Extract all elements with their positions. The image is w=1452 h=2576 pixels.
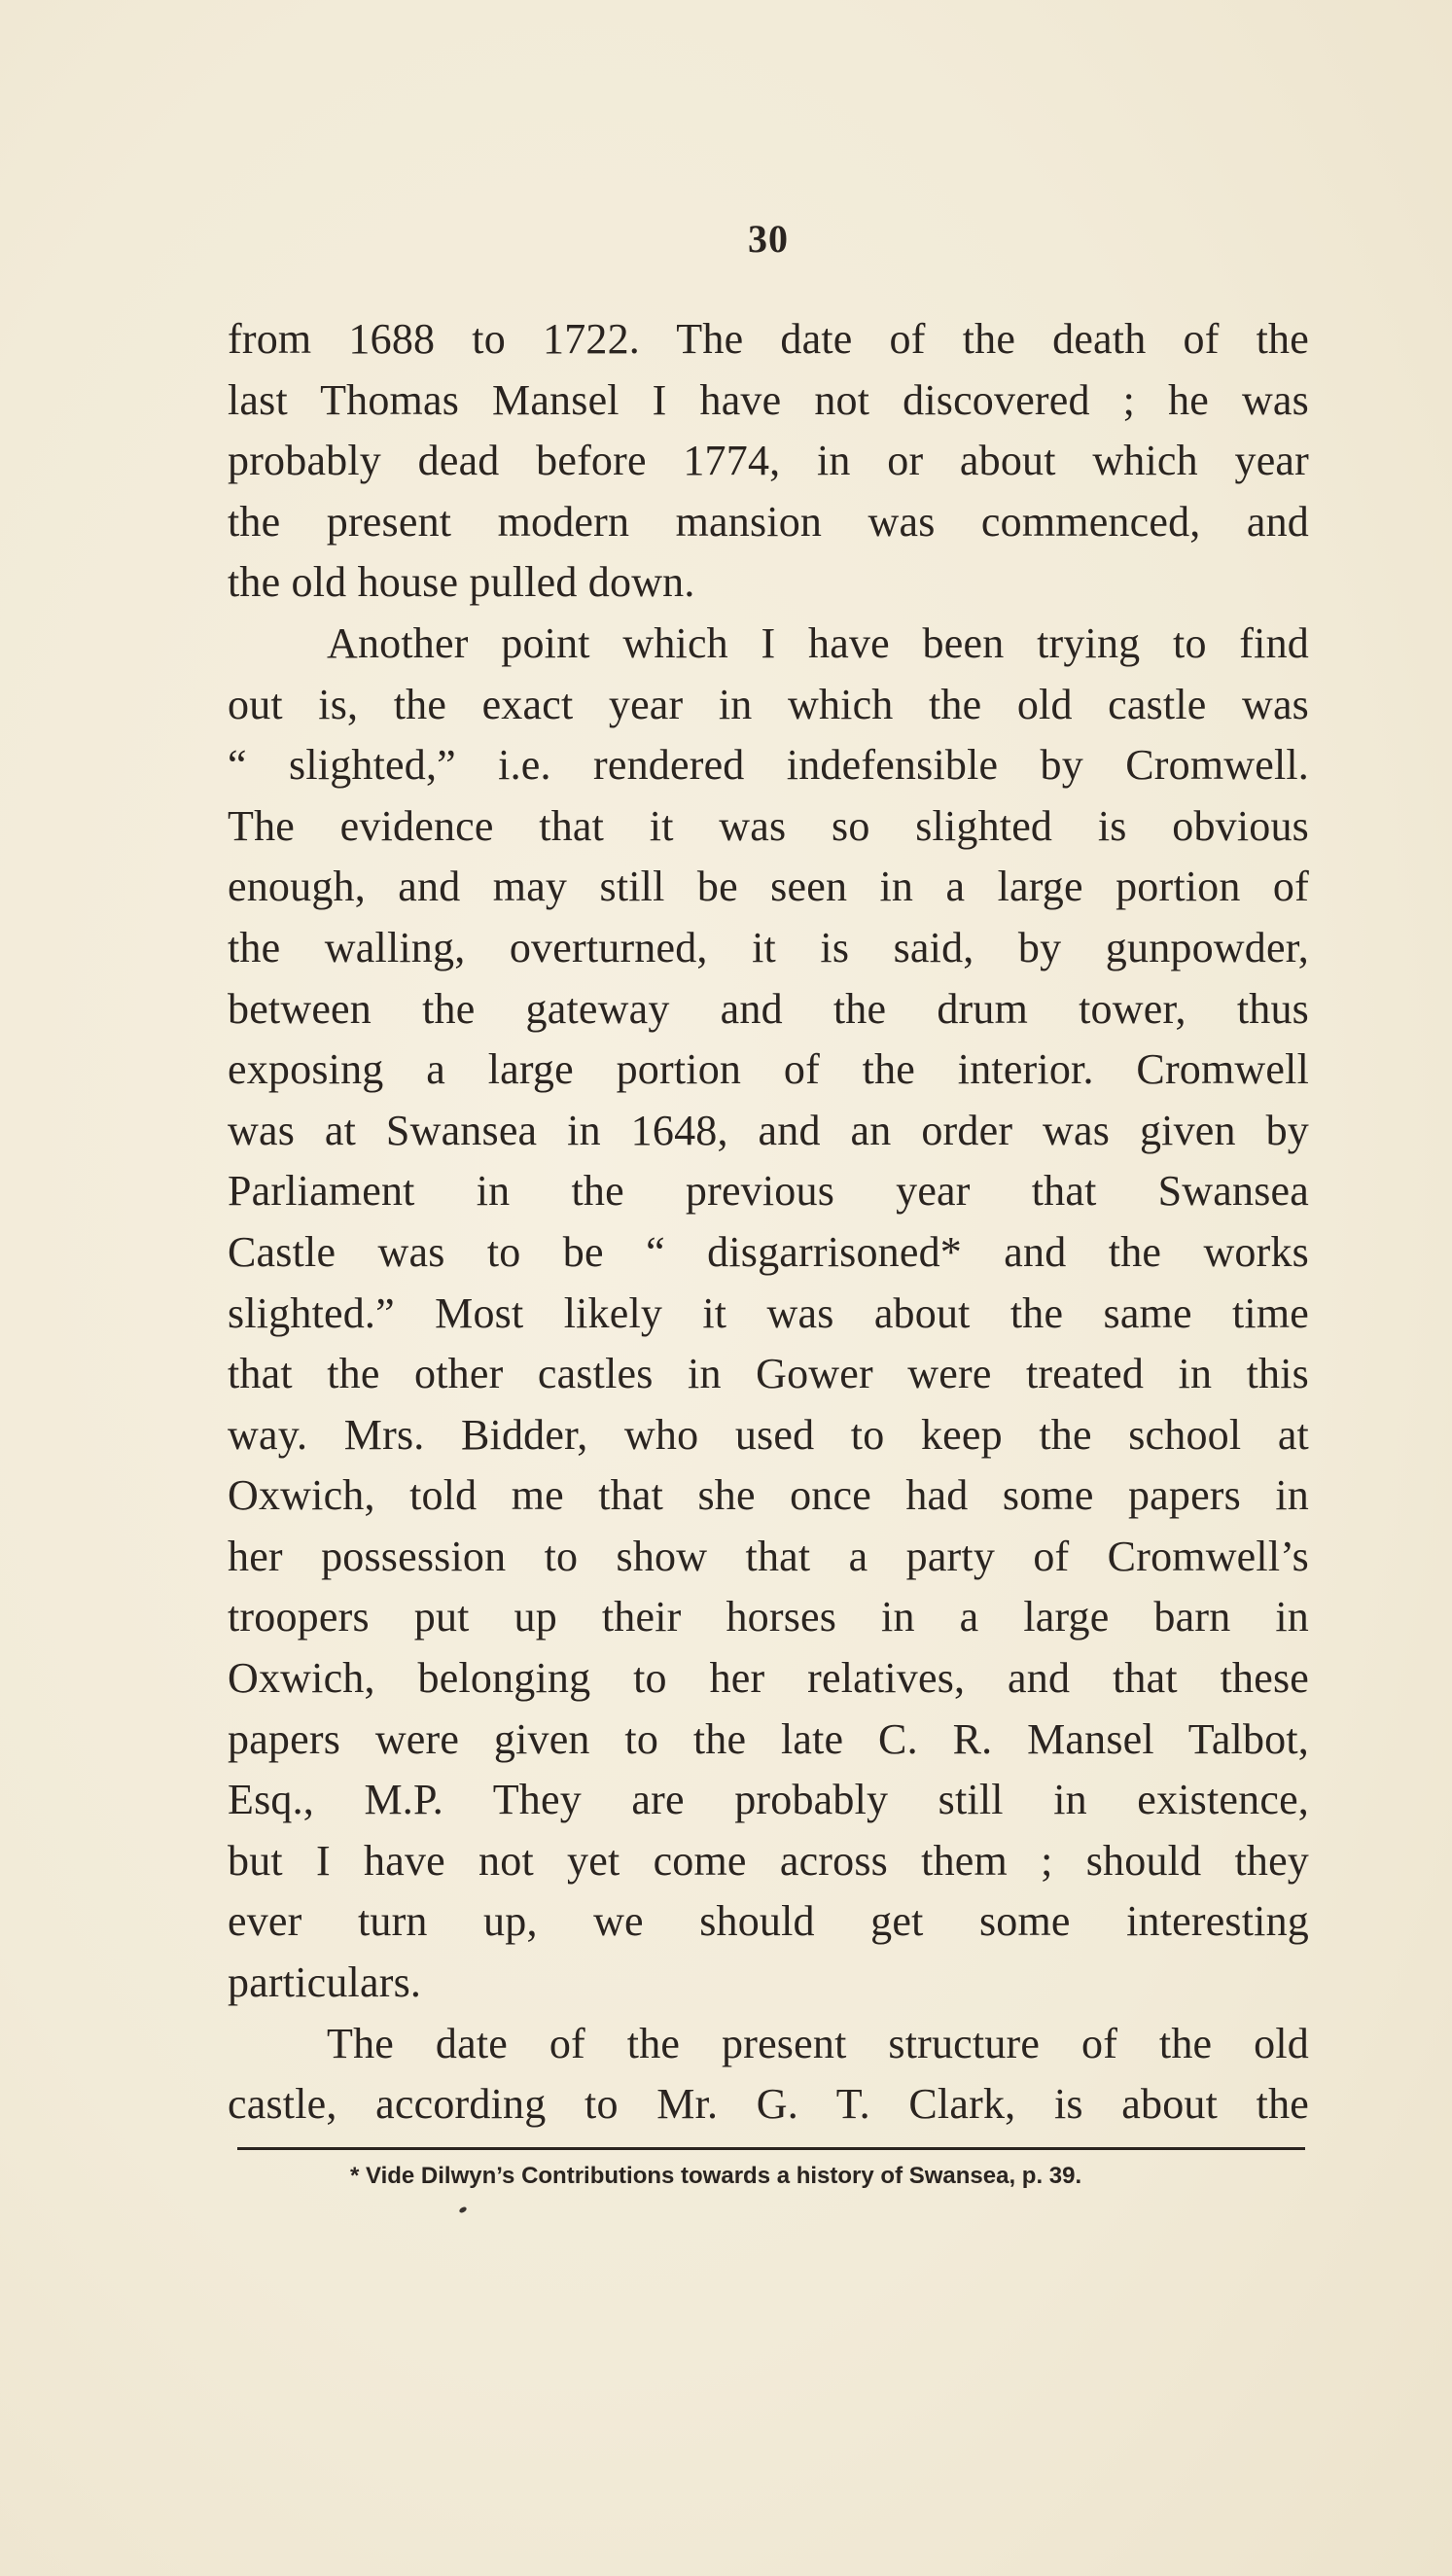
text-line: way. Mrs. Bidder, who used to keep the school at [228, 1410, 1309, 1459]
text-line: Castle was to be “ disgarrisoned* and the works [228, 1227, 1309, 1276]
text-line: the present modern mansion was commenced, and [228, 497, 1309, 546]
text-line: ever turn up, we should get some interesting [228, 1897, 1309, 1946]
text-line: “ slighted,” i.e. rendered indefensible by Cromwell. [228, 741, 1309, 790]
text-line: probably dead before 1774, in or about which year [228, 437, 1309, 485]
text-line: Oxwich, belonging to her relatives, and that these [228, 1654, 1309, 1703]
text-line: enough, and may still be seen in a large portion of [228, 863, 1309, 911]
text-line: from 1688 to 1722. The date of the death of the [228, 315, 1309, 363]
text-line: Esq., M.P. They are probably still in existence, [228, 1776, 1309, 1824]
text-line: particulars. [228, 1958, 422, 2007]
footnote-rule [237, 2147, 1305, 2150]
text-line: between the gateway and the drum tower, thus [228, 984, 1309, 1033]
text-line: the walling, overturned, it is said, by gunpowder, [228, 923, 1309, 971]
text-line: out is, the exact year in which the old castle was [228, 680, 1309, 728]
text-line: slighted.” Most likely it was about the same time [228, 1288, 1309, 1337]
text-line: castle, according to Mr. G. T. Clark, is about the [228, 2080, 1309, 2129]
text-line: The date of the present structure of the old [327, 2019, 1309, 2067]
ink-speck [458, 2205, 467, 2213]
text-line: Oxwich, told me that she once had some papers in [228, 1471, 1309, 1520]
text-line: but I have not yet come across them ; should they [228, 1836, 1309, 1885]
text-line: the old house pulled down. [228, 558, 695, 607]
text-line: exposing a large portion of the interior. Cromwell [228, 1045, 1309, 1094]
text-line: papers were given to the late C. R. Mansel Talbot, [228, 1714, 1309, 1763]
text-line: Parliament in the previous year that Swansea [228, 1167, 1309, 1216]
text-line: The evidence that it was so slighted is obvious [228, 801, 1309, 850]
text-line: troopers put up their horses in a large barn in [228, 1593, 1309, 1641]
footnote: * Vide Dilwyn’s Contributions towards a history of Swansea, p. 39. [350, 2163, 1082, 2189]
text-line: Another point which I have been trying to find [327, 618, 1309, 667]
text-line: was at Swansea in 1648, and an order was given by [228, 1106, 1309, 1154]
text-line: last Thomas Mansel I have not discovered ; he was [228, 375, 1309, 424]
text-line: that the other castles in Gower were treated in this [228, 1350, 1309, 1398]
body-text [228, 309, 1309, 2135]
page-number: 30 [748, 217, 789, 261]
text-line: her possession to show that a party of Cromwell’s [228, 1532, 1309, 1580]
